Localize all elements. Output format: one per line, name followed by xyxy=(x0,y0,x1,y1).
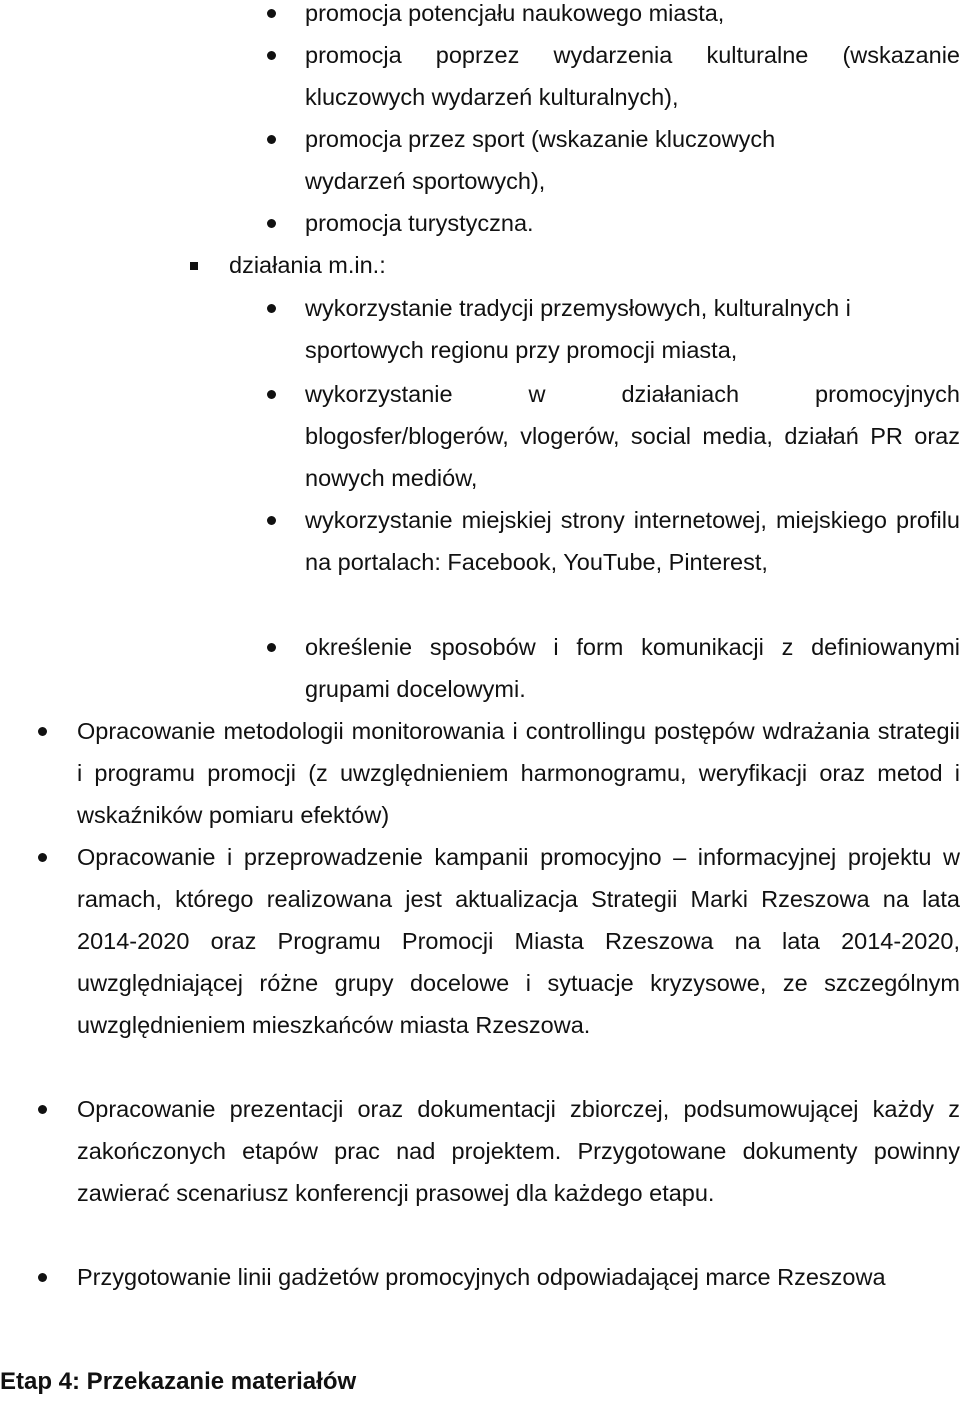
list-item xyxy=(305,626,960,710)
list-bullet xyxy=(267,516,276,525)
list-bullet xyxy=(38,1105,47,1114)
list-item-text: wykorzystanie miejskiej strony internetowej, miejskiego profilu na portalach: Facebook, YouTube, Pinterest, xyxy=(305,507,960,575)
list-item xyxy=(77,710,960,836)
list-item-text: Opracowanie i przeprowadzenie kampanii promocyjno – informacyjnej projektu w ramach, którego realizowana jest aktualizacja Strategii Marki Rzeszowa na lata 2014-2020 oraz Programu Promocji Miasta Rzeszowa na lata 2014-2020, uwzględniającej różne grupy docelowe i sytuacje kryzysowe, ze szczególnym uwzględnieniem mieszkańców miasta Rzeszowa. xyxy=(77,844,960,1038)
list-bullet xyxy=(267,9,276,18)
list-item xyxy=(305,499,960,583)
list-item-text: wykorzystanie tradycji przemysłowych, kulturalnych i sportowych regionu przy promocji miasta, xyxy=(305,295,851,363)
list-bullet xyxy=(267,643,276,652)
list-item xyxy=(305,202,960,244)
list-bullet xyxy=(267,51,276,60)
list-item-text: Opracowanie metodologii monitorowania i controllingu postępów wdrażania strategii i programu promocji (z uwzględnieniem harmonogramu, weryfikacji oraz metod i wskaźników pomiaru efektów) xyxy=(77,718,960,828)
list-bullet xyxy=(267,390,276,399)
list-bullet xyxy=(38,727,47,736)
list-bullet xyxy=(38,1273,47,1282)
list-item-text: działania m.in.: xyxy=(229,252,386,278)
list-item-text: promocja turystyczna. xyxy=(305,210,534,236)
list-bullet xyxy=(267,304,276,313)
list-item-text: Przygotowanie linii gadżetów promocyjnych odpowiadającej marce Rzeszowa xyxy=(77,1264,886,1290)
list-item-text: wykorzystanie w działaniach promocyjnych blogosfer/blogerów, vlogerów, social media, działań PR oraz nowych mediów, xyxy=(305,381,960,491)
list-item xyxy=(305,0,960,34)
list-item xyxy=(305,373,960,499)
square-bullet xyxy=(190,262,198,270)
list-item xyxy=(77,836,960,1046)
list-item-text: promocja przez sport (wskazanie kluczowych wydarzeń sportowych), xyxy=(305,126,776,194)
list-item xyxy=(77,1256,960,1298)
list-item xyxy=(229,244,929,286)
list-item-text: określenie sposobów i form komunikacji z definiowanymi grupami docelowymi. xyxy=(305,634,960,702)
list-item-text: Opracowanie prezentacji oraz dokumentacji zbiorczej, podsumowującej każdy z zakończonych etapów prac nad projektem. Przygotowane dokumenty powinny zawierać scenariusz konferencji prasowej dla każdego etapu. xyxy=(77,1096,960,1206)
list-item-text: promocja potencjału naukowego miasta, xyxy=(305,0,725,26)
list-item xyxy=(77,1088,960,1214)
list-bullet xyxy=(38,853,47,862)
list-item xyxy=(305,287,960,371)
section-heading: Etap 4: Przekazanie materiałów xyxy=(0,1368,357,1395)
list-bullet xyxy=(267,219,276,228)
list-item xyxy=(305,34,960,118)
list-item xyxy=(305,118,865,202)
list-bullet xyxy=(267,135,276,144)
list-item-text: promocja poprzez wydarzenia kulturalne (wskazanie kluczowych wydarzeń kulturalnych), xyxy=(305,42,960,110)
